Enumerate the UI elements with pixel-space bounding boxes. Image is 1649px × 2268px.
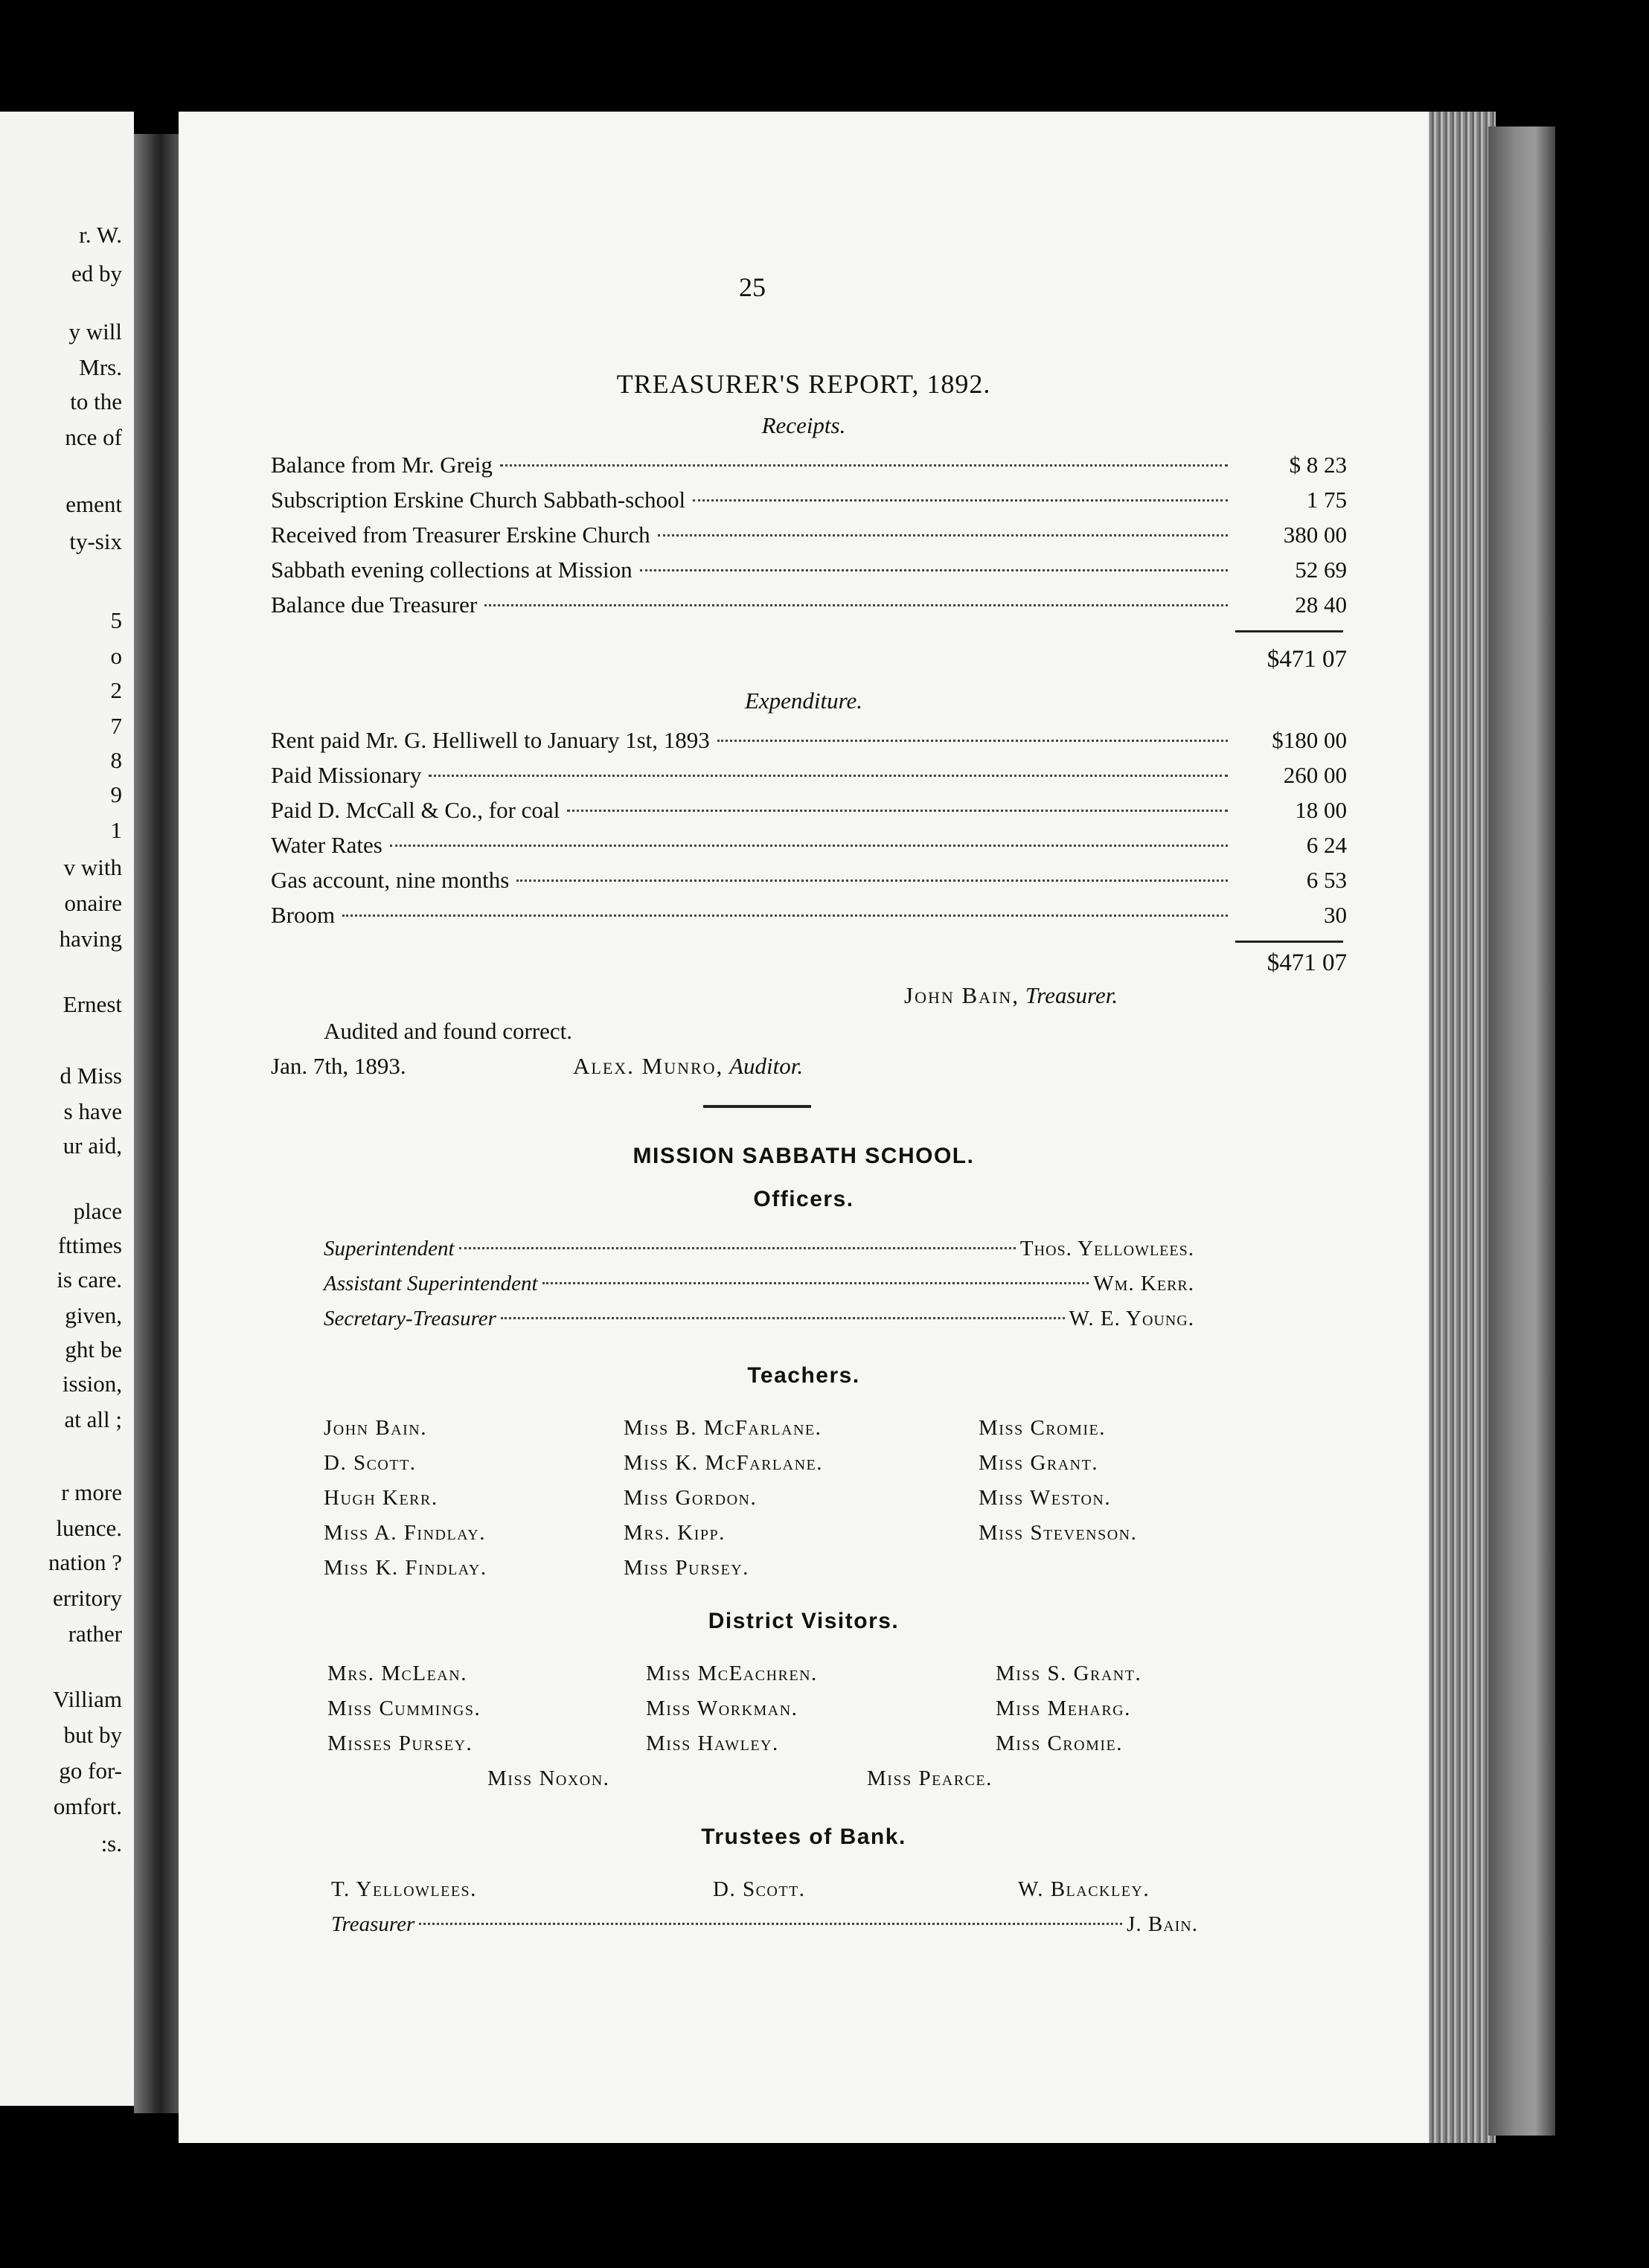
leader-dots bbox=[342, 914, 1228, 917]
visitor-name: Misses Pursey. bbox=[327, 1732, 473, 1755]
expenditure-heading: Expenditure. bbox=[744, 688, 863, 714]
left-page-text-fragment: r. W. bbox=[79, 222, 122, 248]
visitor-name: Miss Hawley. bbox=[646, 1732, 779, 1755]
auditor-signature bbox=[573, 1053, 803, 1080]
leader-dots bbox=[501, 1317, 1065, 1319]
audit-date: Jan. 7th, 1893. bbox=[271, 1053, 406, 1079]
receipt-row bbox=[271, 557, 1347, 591]
visitor-name: Miss Cummings. bbox=[327, 1697, 481, 1720]
left-page-text-fragment: at all ; bbox=[64, 1406, 122, 1432]
teacher-name: Miss K. McFarlane. bbox=[624, 1451, 823, 1475]
teacher-name: John Bain. bbox=[324, 1416, 428, 1440]
leader-dots bbox=[390, 845, 1228, 847]
expense-label: Rent paid Mr. G. Helliwell to January 1st, 1893 bbox=[271, 727, 710, 753]
left-page-text-fragment: r more bbox=[61, 1479, 122, 1505]
officer-role: Superintendent bbox=[324, 1237, 455, 1260]
expense-amount: 18 00 bbox=[1295, 797, 1347, 823]
receipt-amount: 28 40 bbox=[1295, 592, 1347, 618]
expense-label: Broom bbox=[271, 902, 336, 928]
left-page-text-fragment: d Miss bbox=[60, 1063, 122, 1089]
left-page-text-fragment: having bbox=[59, 926, 122, 952]
left-page-text-fragment: nce of bbox=[65, 424, 122, 450]
left-page-text-fragment: o bbox=[110, 643, 122, 669]
receipt-amount: $ 8 23 bbox=[1289, 452, 1347, 478]
left-page-text-fragment: to the bbox=[70, 388, 122, 414]
receipts-total: $471 07 bbox=[1267, 646, 1347, 673]
bank-treasurer-name: J. Bain. bbox=[1127, 1912, 1198, 1936]
page-number: 25 bbox=[739, 272, 766, 302]
teacher-name: Miss B. McFarlane. bbox=[624, 1416, 822, 1440]
teachers-heading: Teachers. bbox=[747, 1363, 860, 1388]
receipt-row bbox=[271, 452, 1347, 486]
left-page-text-fragment: ement bbox=[65, 491, 122, 517]
receipt-label: Subscription Erskine Church Sabbath-school bbox=[271, 487, 686, 513]
left-page-text-fragment: 2 bbox=[110, 677, 122, 703]
officer-row bbox=[324, 1272, 1194, 1296]
left-page-text-fragment: ed by bbox=[71, 260, 122, 286]
leader-dots bbox=[484, 604, 1228, 606]
expense-label: Paid Missionary bbox=[271, 762, 422, 788]
left-page-text-fragment: fttimes bbox=[57, 1232, 122, 1258]
expense-amount: 260 00 bbox=[1283, 762, 1347, 788]
leader-dots bbox=[429, 775, 1228, 777]
expense-label: Paid D. McCall & Co., for coal bbox=[271, 797, 560, 823]
total-rule bbox=[1235, 941, 1343, 943]
officer-row bbox=[324, 1307, 1194, 1331]
expense-row bbox=[271, 727, 1347, 761]
left-page-text-fragment: :s. bbox=[100, 1830, 122, 1857]
book-gutter bbox=[134, 134, 179, 2113]
expense-label: Gas account, nine months bbox=[271, 867, 510, 893]
leader-dots bbox=[419, 1923, 1122, 1925]
expense-amount: 6 24 bbox=[1306, 832, 1347, 858]
expense-amount: $180 00 bbox=[1272, 727, 1347, 753]
left-page-text-fragment: y will bbox=[68, 318, 122, 345]
left-page-text-fragment: go for- bbox=[59, 1758, 122, 1784]
left-page-text-fragment: ty-six bbox=[69, 528, 122, 554]
visitors-heading: District Visitors. bbox=[708, 1609, 900, 1633]
teacher-name: Miss Weston. bbox=[979, 1486, 1112, 1510]
visitor-name: Miss Cromie. bbox=[996, 1732, 1123, 1755]
receipt-amount: 1 75 bbox=[1306, 487, 1347, 513]
visitor-name: Mrs. McLean. bbox=[327, 1662, 467, 1685]
left-page-text-fragment: rather bbox=[68, 1621, 122, 1647]
visitor-name: Miss S. Grant. bbox=[996, 1662, 1142, 1685]
left-page-text-fragment: place bbox=[73, 1198, 122, 1224]
expenditure-total: $471 07 bbox=[1267, 949, 1347, 976]
leader-dots bbox=[567, 810, 1228, 812]
visitor-name: Miss Noxon. bbox=[487, 1766, 610, 1790]
expense-row bbox=[271, 832, 1347, 866]
left-page-text-fragment: ission, bbox=[62, 1371, 122, 1397]
officer-name: Wm. Kerr. bbox=[1093, 1272, 1194, 1295]
left-page-text-fragment: 9 bbox=[110, 781, 122, 807]
receipt-label: Received from Treasurer Erskine Church bbox=[271, 522, 650, 548]
receipt-row bbox=[271, 522, 1347, 556]
treasurer-name: John Bain, bbox=[904, 982, 1020, 1008]
left-page-text-fragment: v with bbox=[63, 854, 122, 880]
officer-row bbox=[324, 1237, 1194, 1261]
left-page-text-fragment: ur aid, bbox=[63, 1133, 122, 1159]
left-page-text-fragment: 5 bbox=[110, 607, 122, 633]
teacher-name: Miss A. Findlay. bbox=[324, 1521, 486, 1545]
officer-name: W. E. Young. bbox=[1069, 1307, 1194, 1330]
trustee-name: T. Yellowlees. bbox=[331, 1877, 477, 1901]
left-facing-page bbox=[0, 112, 134, 2106]
receipt-row bbox=[271, 592, 1347, 626]
left-page-text-fragment: Mrs. bbox=[79, 354, 122, 380]
left-page-text-fragment: onaire bbox=[64, 890, 122, 916]
visitor-name: Miss McEachren. bbox=[646, 1662, 818, 1685]
report-title: TREASURER'S REPORT, 1892. bbox=[616, 369, 991, 399]
trustees-heading: Trustees of Bank. bbox=[701, 1825, 906, 1849]
trustee-name: W. Blackley. bbox=[1018, 1877, 1150, 1901]
teacher-name: Miss Stevenson. bbox=[979, 1521, 1138, 1545]
receipt-row bbox=[271, 487, 1347, 521]
trustee-name: D. Scott. bbox=[713, 1877, 806, 1901]
right-page bbox=[179, 112, 1429, 2143]
teacher-name: Miss Pursey. bbox=[624, 1556, 749, 1580]
auditor-name: Alex. Munro, bbox=[573, 1053, 724, 1079]
expense-amount: 30 bbox=[1324, 902, 1347, 928]
left-page-text-fragment: is care. bbox=[57, 1266, 122, 1292]
receipt-label: Balance due Treasurer bbox=[271, 592, 478, 618]
left-page-text-fragment: given, bbox=[65, 1302, 122, 1328]
visitor-name: Miss Meharg. bbox=[996, 1697, 1131, 1720]
receipt-label: Balance from Mr. Greig bbox=[271, 452, 493, 478]
teacher-name: D. Scott. bbox=[324, 1451, 417, 1475]
left-page-text-fragment: luence. bbox=[56, 1515, 122, 1541]
leader-dots bbox=[542, 1282, 1089, 1284]
audited-text: Audited and found correct. bbox=[324, 1018, 572, 1044]
expense-row bbox=[271, 867, 1347, 901]
left-page-text-fragment: 1 bbox=[110, 817, 122, 843]
expense-label: Water Rates bbox=[271, 832, 382, 858]
treasurer-signature bbox=[904, 982, 1118, 1009]
officer-role: Assistant Superintendent bbox=[324, 1272, 538, 1295]
leader-dots bbox=[658, 534, 1228, 536]
section-divider bbox=[703, 1105, 811, 1108]
expense-row bbox=[271, 762, 1347, 796]
visitor-name: Miss Workman. bbox=[646, 1697, 798, 1720]
teacher-name: Miss Gordon. bbox=[624, 1486, 758, 1510]
left-page-text-fragment: Villiam bbox=[53, 1686, 122, 1712]
left-page-text-fragment: Ernest bbox=[63, 991, 122, 1017]
treasurer-title: Treasurer. bbox=[1025, 982, 1118, 1008]
receipts-heading: Receipts. bbox=[761, 412, 846, 438]
left-page-text-fragment: 7 bbox=[110, 713, 122, 739]
left-page-text-fragment: nation ? bbox=[48, 1549, 122, 1575]
book-cover-edge bbox=[1488, 126, 1555, 2136]
teacher-name: Miss Cromie. bbox=[979, 1416, 1106, 1440]
leader-dots bbox=[459, 1247, 1016, 1249]
receipt-amount: 380 00 bbox=[1283, 522, 1347, 548]
expense-row bbox=[271, 902, 1347, 936]
left-page-text-fragment: but by bbox=[63, 1722, 122, 1748]
school-title: MISSION SABBATH SCHOOL. bbox=[633, 1144, 975, 1168]
officer-name: Thos. Yellowlees. bbox=[1019, 1237, 1194, 1260]
left-page-text-fragment: omfort. bbox=[53, 1793, 122, 1819]
total-rule bbox=[1235, 630, 1343, 632]
teacher-name: Miss Grant. bbox=[979, 1451, 1099, 1475]
teacher-name: Hugh Kerr. bbox=[324, 1486, 438, 1510]
auditor-title: Auditor. bbox=[729, 1053, 804, 1079]
left-page-text-fragment: s have bbox=[63, 1098, 122, 1124]
leader-dots bbox=[693, 499, 1228, 502]
leader-dots bbox=[717, 740, 1228, 742]
teacher-name: Mrs. Kipp. bbox=[624, 1521, 726, 1545]
expense-amount: 6 53 bbox=[1306, 867, 1347, 893]
leader-dots bbox=[516, 880, 1228, 882]
bank-treasurer-role: Treasurer bbox=[331, 1912, 415, 1936]
left-page-text-fragment: ght be bbox=[65, 1336, 122, 1362]
bank-treasurer-row bbox=[331, 1912, 1198, 1937]
receipt-amount: 52 69 bbox=[1295, 557, 1347, 583]
teacher-name: Miss K. Findlay. bbox=[324, 1556, 487, 1580]
expense-row bbox=[271, 797, 1347, 831]
officer-role: Secretary-Treasurer bbox=[324, 1307, 496, 1330]
leader-dots bbox=[500, 464, 1228, 467]
left-page-text-fragment: 8 bbox=[110, 747, 122, 773]
visitor-name: Miss Pearce. bbox=[867, 1766, 993, 1790]
officers-heading: Officers. bbox=[753, 1187, 854, 1211]
receipt-label: Sabbath evening collections at Mission bbox=[271, 557, 633, 583]
left-page-text-fragment: erritory bbox=[53, 1585, 122, 1611]
leader-dots bbox=[640, 569, 1228, 571]
